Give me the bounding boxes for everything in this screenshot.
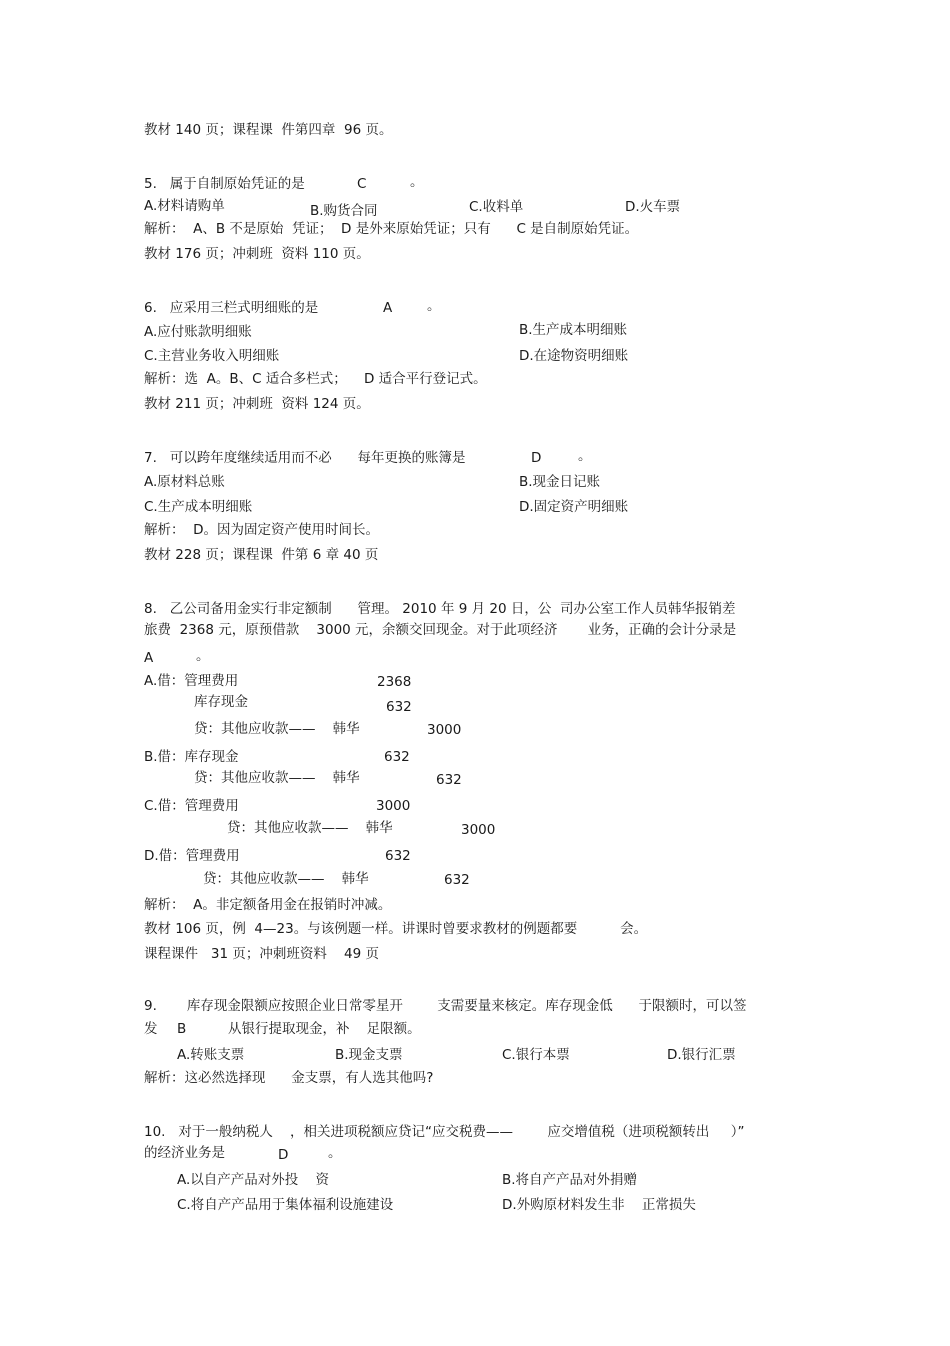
question-7-tail: 。	[578, 448, 592, 464]
option-c: C.主营业务收入明细账	[144, 348, 280, 364]
option-c: C.将自产产品用于集体福利设施建设	[177, 1197, 394, 1213]
question-10-stem: 10. 对于一般纳税人 ，相关进项税额应贷记“应交税费—— 应交增值税（进项税额转出 ）”	[144, 1124, 745, 1140]
option-c: C.生产成本明细账	[144, 499, 253, 515]
reference-line: 课程课件 31 页；冲刺班资料 49 页	[144, 946, 379, 962]
option-b: B.现金支票	[335, 1047, 403, 1063]
entry-line: 贷：其他应收款—— 韩华	[194, 770, 360, 786]
option-b: B.生产成本明细账	[519, 322, 628, 338]
question-5-stem: 5. 属于自制原始凭证的是	[144, 176, 305, 192]
option-d: D.固定资产明细账	[519, 499, 629, 515]
option-c: C.收料单	[469, 199, 524, 215]
entry-amount: 632	[444, 872, 470, 888]
reference-line: 教材 106 页，例 4—23。与该例题一样。讲课时曾要求教材的例题都要 会。	[144, 921, 648, 937]
entry-line: 库存现金	[194, 694, 248, 710]
question-6-answer: A	[383, 300, 393, 316]
question-5-answer: C	[357, 176, 367, 192]
option-d: D.银行汇票	[667, 1047, 736, 1063]
option-a: A.材料请购单	[144, 198, 225, 214]
analysis-line: 解析： D。因为固定资产使用时间长。	[144, 522, 379, 538]
question-10-answer: D	[278, 1147, 289, 1163]
entry-amount: 3000	[427, 722, 462, 738]
question-9-stem-cont: 发	[144, 1021, 158, 1037]
entry-line: 贷：其他应收款—— 韩华	[227, 820, 393, 836]
question-8-tail: 。	[196, 648, 210, 664]
entry-line: A.借：管理费用	[144, 673, 239, 689]
reference-line: 教材 228 页；课程课 件第 6 章 40 页	[144, 547, 379, 563]
entry-amount: 632	[385, 848, 411, 864]
entry-line: D.借：管理费用	[144, 848, 240, 864]
option-d: D.在途物资明细账	[519, 348, 629, 364]
option-d: D.外购原材料发生非 正常损失	[502, 1197, 696, 1213]
question-10-stem-cont: 的经济业务是	[144, 1145, 225, 1161]
option-a: A.转账支票	[177, 1047, 245, 1063]
question-9-stem-tail: 从银行提取现金，补 足限额。	[228, 1021, 421, 1037]
reference-line: 教材 176 页；冲刺班 资料 110 页。	[144, 246, 370, 262]
option-d: D.火车票	[625, 199, 681, 215]
option-a: A.以自产产品对外投 资	[177, 1172, 329, 1188]
option-b: B.购货合同	[310, 203, 378, 219]
analysis-line: 解析：这必然选择现 金支票，有人选其他吗?	[144, 1070, 434, 1086]
question-10-tail: 。	[328, 1145, 342, 1161]
question-8-answer: A	[144, 650, 154, 666]
option-a: A.应付账款明细账	[144, 324, 252, 340]
question-5-tail: 。	[410, 174, 424, 190]
entry-line: 贷：其他应收款—— 韩华	[194, 721, 360, 737]
entry-line: B.借：库存现金	[144, 749, 239, 765]
entry-amount: 3000	[376, 798, 411, 814]
reference-line: 教材 211 页；冲刺班 资料 124 页。	[144, 396, 370, 412]
option-a: A.原材料总账	[144, 474, 225, 490]
entry-amount: 2368	[377, 674, 412, 690]
reference-line: 教材 140 页；课程课 件第四章 96 页。	[144, 122, 393, 138]
question-9-stem: 9. 库存现金限额应按照企业日常零星开 支需要量来核定。库存现金低 于限额时，可以签	[144, 998, 747, 1014]
option-b: B.现金日记账	[519, 474, 601, 490]
entry-line: C.借：管理费用	[144, 798, 239, 814]
entry-amount: 3000	[461, 822, 496, 838]
entry-amount: 632	[436, 772, 462, 788]
option-b: B.将自产产品对外捐赠	[502, 1172, 638, 1188]
question-7-stem: 7. 可以跨年度继续适用而不必 每年更换的账簿是	[144, 450, 466, 466]
option-c: C.银行本票	[502, 1047, 570, 1063]
question-8-stem-cont: 旅费 2368 元，原预借款 3000 元，余额交回现金。对于此项经济 业务，正确的会计分录是	[144, 622, 737, 638]
entry-amount: 632	[384, 749, 410, 765]
question-9-answer: B	[177, 1021, 187, 1037]
question-7-answer: D	[531, 450, 542, 466]
entry-amount: 632	[386, 699, 412, 715]
question-8-stem: 8. 乙公司备用金实行非定额制 管理。 2010 年 9 月 20 日，公 司办公室工作人员韩华报销差	[144, 601, 736, 617]
entry-line: 贷：其他应收款—— 韩华	[203, 871, 369, 887]
question-6-stem: 6. 应采用三栏式明细账的是	[144, 300, 319, 316]
question-6-tail: 。	[427, 298, 441, 314]
analysis-line: 解析：选 A。B、C 适合多栏式； D 适合平行登记式。	[144, 371, 487, 387]
analysis-line: 解析： A。非定额备用金在报销时冲减。	[144, 897, 392, 913]
analysis-line: 解析： A、B 不是原始 凭证； D 是外来原始凭证；只有 C 是自制原始凭证。	[144, 221, 639, 237]
